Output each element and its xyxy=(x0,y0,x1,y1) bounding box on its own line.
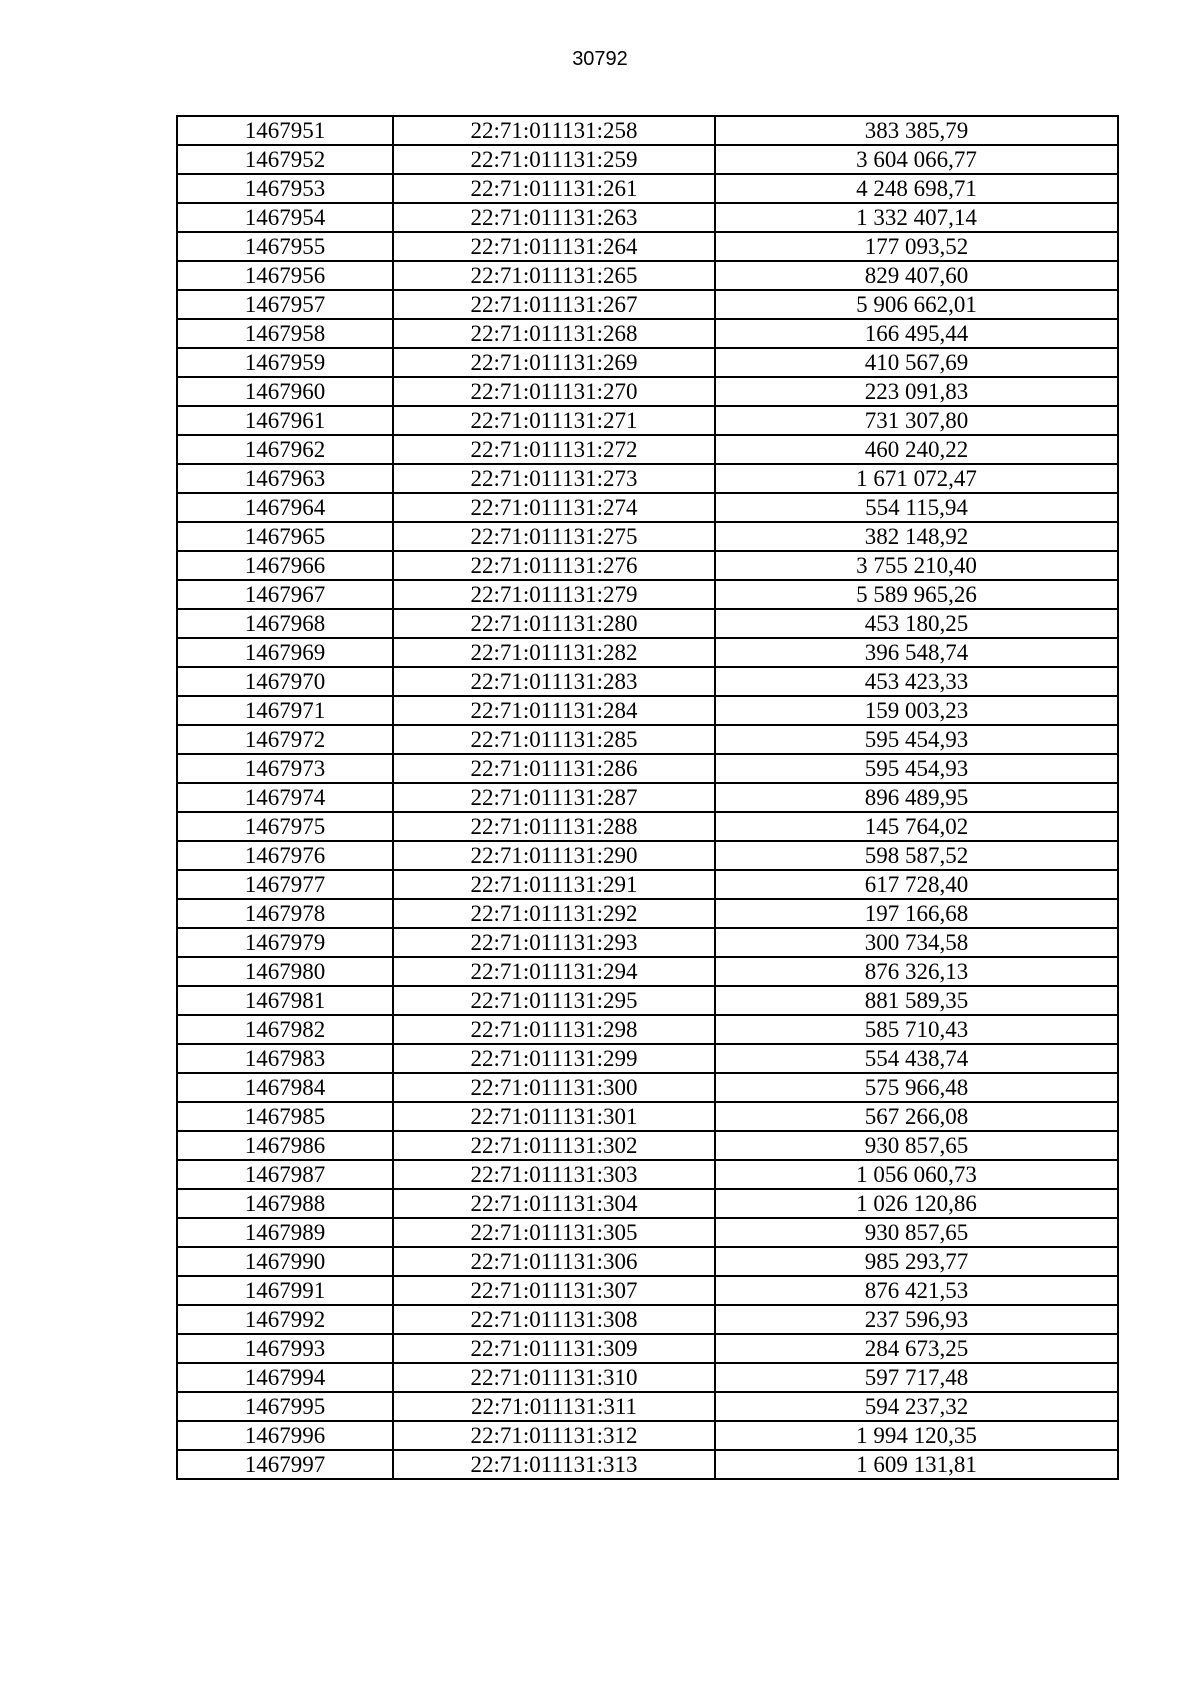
cadastral-number-cell: 22:71:011131:298 xyxy=(393,1015,715,1044)
record-number-cell: 1467996 xyxy=(177,1421,393,1450)
cadastral-number-cell: 22:71:011131:299 xyxy=(393,1044,715,1073)
table-row xyxy=(177,1450,1118,1479)
table-row xyxy=(177,406,1118,435)
table-row xyxy=(177,232,1118,261)
table-row xyxy=(177,145,1118,174)
cadastral-value-cell: 145 764,02 xyxy=(715,812,1118,841)
record-number-cell: 1467963 xyxy=(177,464,393,493)
cadastral-number-cell: 22:71:011131:258 xyxy=(393,116,715,145)
cadastral-number-cell: 22:71:011131:279 xyxy=(393,580,715,609)
record-number-cell: 1467976 xyxy=(177,841,393,870)
cadastral-value-cell: 383 385,79 xyxy=(715,116,1118,145)
record-number-cell: 1467956 xyxy=(177,261,393,290)
cadastral-number-cell: 22:71:011131:285 xyxy=(393,725,715,754)
cadastral-number-cell: 22:71:011131:267 xyxy=(393,290,715,319)
table-row xyxy=(177,1073,1118,1102)
table-row xyxy=(177,174,1118,203)
cadastral-value-cell: 410 567,69 xyxy=(715,348,1118,377)
table-row xyxy=(177,812,1118,841)
cadastral-value-cell: 197 166,68 xyxy=(715,899,1118,928)
table-row xyxy=(177,319,1118,348)
registry-table-body xyxy=(177,116,1118,1479)
record-number-cell: 1467995 xyxy=(177,1392,393,1421)
cadastral-value-cell: 237 596,93 xyxy=(715,1305,1118,1334)
record-number-cell: 1467957 xyxy=(177,290,393,319)
record-number-cell: 1467961 xyxy=(177,406,393,435)
record-number-cell: 1467990 xyxy=(177,1247,393,1276)
record-number-cell: 1467982 xyxy=(177,1015,393,1044)
cadastral-value-cell: 594 237,32 xyxy=(715,1392,1118,1421)
record-number-cell: 1467953 xyxy=(177,174,393,203)
table-row xyxy=(177,116,1118,145)
table-row xyxy=(177,580,1118,609)
record-number-cell: 1467988 xyxy=(177,1189,393,1218)
cadastral-number-cell: 22:71:011131:287 xyxy=(393,783,715,812)
record-number-cell: 1467993 xyxy=(177,1334,393,1363)
cadastral-value-cell: 595 454,93 xyxy=(715,754,1118,783)
record-number-cell: 1467958 xyxy=(177,319,393,348)
record-number-cell: 1467994 xyxy=(177,1363,393,1392)
cadastral-value-cell: 4 248 698,71 xyxy=(715,174,1118,203)
cadastral-value-cell: 396 548,74 xyxy=(715,638,1118,667)
table-row xyxy=(177,493,1118,522)
record-number-cell: 1467965 xyxy=(177,522,393,551)
cadastral-value-cell: 5 906 662,01 xyxy=(715,290,1118,319)
table-row xyxy=(177,638,1118,667)
cadastral-value-cell: 930 857,65 xyxy=(715,1218,1118,1247)
cadastral-number-cell: 22:71:011131:295 xyxy=(393,986,715,1015)
cadastral-number-cell: 22:71:011131:304 xyxy=(393,1189,715,1218)
cadastral-number-cell: 22:71:011131:268 xyxy=(393,319,715,348)
cadastral-value-cell: 567 266,08 xyxy=(715,1102,1118,1131)
record-number-cell: 1467997 xyxy=(177,1450,393,1479)
table-row xyxy=(177,464,1118,493)
cadastral-value-cell: 5 589 965,26 xyxy=(715,580,1118,609)
cadastral-value-cell: 166 495,44 xyxy=(715,319,1118,348)
cadastral-number-cell: 22:71:011131:282 xyxy=(393,638,715,667)
record-number-cell: 1467985 xyxy=(177,1102,393,1131)
record-number-cell: 1467984 xyxy=(177,1073,393,1102)
record-number-cell: 1467954 xyxy=(177,203,393,232)
cadastral-number-cell: 22:71:011131:264 xyxy=(393,232,715,261)
cadastral-number-cell: 22:71:011131:311 xyxy=(393,1392,715,1421)
cadastral-number-cell: 22:71:011131:307 xyxy=(393,1276,715,1305)
record-number-cell: 1467955 xyxy=(177,232,393,261)
table-row xyxy=(177,754,1118,783)
table-row xyxy=(177,435,1118,464)
record-number-cell: 1467989 xyxy=(177,1218,393,1247)
record-number-cell: 1467962 xyxy=(177,435,393,464)
cadastral-value-cell: 554 438,74 xyxy=(715,1044,1118,1073)
registry-table xyxy=(176,115,1119,1480)
table-row xyxy=(177,348,1118,377)
record-number-cell: 1467980 xyxy=(177,957,393,986)
record-number-cell: 1467979 xyxy=(177,928,393,957)
table-row xyxy=(177,551,1118,580)
cadastral-value-cell: 3 604 066,77 xyxy=(715,145,1118,174)
cadastral-value-cell: 223 091,83 xyxy=(715,377,1118,406)
record-number-cell: 1467986 xyxy=(177,1131,393,1160)
cadastral-number-cell: 22:71:011131:286 xyxy=(393,754,715,783)
table-row xyxy=(177,609,1118,638)
cadastral-value-cell: 159 003,23 xyxy=(715,696,1118,725)
cadastral-number-cell: 22:71:011131:271 xyxy=(393,406,715,435)
cadastral-number-cell: 22:71:011131:274 xyxy=(393,493,715,522)
cadastral-value-cell: 177 093,52 xyxy=(715,232,1118,261)
cadastral-value-cell: 3 755 210,40 xyxy=(715,551,1118,580)
record-number-cell: 1467974 xyxy=(177,783,393,812)
cadastral-value-cell: 1 609 131,81 xyxy=(715,1450,1118,1479)
cadastral-number-cell: 22:71:011131:269 xyxy=(393,348,715,377)
cadastral-value-cell: 1 332 407,14 xyxy=(715,203,1118,232)
record-number-cell: 1467977 xyxy=(177,870,393,899)
record-number-cell: 1467967 xyxy=(177,580,393,609)
cadastral-value-cell: 284 673,25 xyxy=(715,1334,1118,1363)
cadastral-value-cell: 876 326,13 xyxy=(715,957,1118,986)
table-row xyxy=(177,783,1118,812)
table-row xyxy=(177,1102,1118,1131)
table-row xyxy=(177,1334,1118,1363)
cadastral-number-cell: 22:71:011131:292 xyxy=(393,899,715,928)
cadastral-number-cell: 22:71:011131:300 xyxy=(393,1073,715,1102)
cadastral-value-cell: 1 671 072,47 xyxy=(715,464,1118,493)
cadastral-value-cell: 1 056 060,73 xyxy=(715,1160,1118,1189)
cadastral-value-cell: 985 293,77 xyxy=(715,1247,1118,1276)
table-row xyxy=(177,1218,1118,1247)
cadastral-value-cell: 554 115,94 xyxy=(715,493,1118,522)
table-row xyxy=(177,1276,1118,1305)
cadastral-number-cell: 22:71:011131:283 xyxy=(393,667,715,696)
table-row xyxy=(177,203,1118,232)
table-row xyxy=(177,1131,1118,1160)
cadastral-value-cell: 453 180,25 xyxy=(715,609,1118,638)
record-number-cell: 1467971 xyxy=(177,696,393,725)
table-row xyxy=(177,290,1118,319)
cadastral-number-cell: 22:71:011131:291 xyxy=(393,870,715,899)
table-row xyxy=(177,377,1118,406)
record-number-cell: 1467970 xyxy=(177,667,393,696)
cadastral-value-cell: 829 407,60 xyxy=(715,261,1118,290)
cadastral-number-cell: 22:71:011131:301 xyxy=(393,1102,715,1131)
cadastral-value-cell: 595 454,93 xyxy=(715,725,1118,754)
record-number-cell: 1467978 xyxy=(177,899,393,928)
cadastral-value-cell: 1 994 120,35 xyxy=(715,1421,1118,1450)
cadastral-number-cell: 22:71:011131:290 xyxy=(393,841,715,870)
record-number-cell: 1467964 xyxy=(177,493,393,522)
table-row xyxy=(177,841,1118,870)
record-number-cell: 1467960 xyxy=(177,377,393,406)
cadastral-value-cell: 881 589,35 xyxy=(715,986,1118,1015)
table-row xyxy=(177,725,1118,754)
cadastral-number-cell: 22:71:011131:313 xyxy=(393,1450,715,1479)
table-row xyxy=(177,928,1118,957)
cadastral-number-cell: 22:71:011131:293 xyxy=(393,928,715,957)
record-number-cell: 1467972 xyxy=(177,725,393,754)
record-number-cell: 1467975 xyxy=(177,812,393,841)
cadastral-value-cell: 453 423,33 xyxy=(715,667,1118,696)
record-number-cell: 1467992 xyxy=(177,1305,393,1334)
record-number-cell: 1467991 xyxy=(177,1276,393,1305)
cadastral-value-cell: 876 421,53 xyxy=(715,1276,1118,1305)
table-row xyxy=(177,1189,1118,1218)
cadastral-value-cell: 382 148,92 xyxy=(715,522,1118,551)
cadastral-number-cell: 22:71:011131:263 xyxy=(393,203,715,232)
table-row xyxy=(177,1363,1118,1392)
record-number-cell: 1467959 xyxy=(177,348,393,377)
cadastral-number-cell: 22:71:011131:284 xyxy=(393,696,715,725)
table-row xyxy=(177,1044,1118,1073)
table-row xyxy=(177,1160,1118,1189)
record-number-cell: 1467987 xyxy=(177,1160,393,1189)
record-number-cell: 1467973 xyxy=(177,754,393,783)
table-row xyxy=(177,1392,1118,1421)
cadastral-number-cell: 22:71:011131:306 xyxy=(393,1247,715,1276)
cadastral-value-cell: 1 026 120,86 xyxy=(715,1189,1118,1218)
cadastral-value-cell: 896 489,95 xyxy=(715,783,1118,812)
cadastral-number-cell: 22:71:011131:272 xyxy=(393,435,715,464)
table-row xyxy=(177,261,1118,290)
cadastral-value-cell: 598 587,52 xyxy=(715,841,1118,870)
cadastral-number-cell: 22:71:011131:273 xyxy=(393,464,715,493)
cadastral-number-cell: 22:71:011131:280 xyxy=(393,609,715,638)
table-row xyxy=(177,899,1118,928)
cadastral-value-cell: 597 717,48 xyxy=(715,1363,1118,1392)
table-row xyxy=(177,667,1118,696)
cadastral-number-cell: 22:71:011131:294 xyxy=(393,957,715,986)
cadastral-number-cell: 22:71:011131:309 xyxy=(393,1334,715,1363)
cadastral-value-cell: 460 240,22 xyxy=(715,435,1118,464)
record-number-cell: 1467951 xyxy=(177,116,393,145)
cadastral-number-cell: 22:71:011131:310 xyxy=(393,1363,715,1392)
cadastral-number-cell: 22:71:011131:270 xyxy=(393,377,715,406)
cadastral-value-cell: 617 728,40 xyxy=(715,870,1118,899)
cadastral-number-cell: 22:71:011131:312 xyxy=(393,1421,715,1450)
cadastral-number-cell: 22:71:011131:302 xyxy=(393,1131,715,1160)
cadastral-number-cell: 22:71:011131:259 xyxy=(393,145,715,174)
cadastral-value-cell: 731 307,80 xyxy=(715,406,1118,435)
table-row xyxy=(177,1247,1118,1276)
record-number-cell: 1467981 xyxy=(177,986,393,1015)
record-number-cell: 1467952 xyxy=(177,145,393,174)
cadastral-number-cell: 22:71:011131:288 xyxy=(393,812,715,841)
table-row xyxy=(177,522,1118,551)
table-row xyxy=(177,1305,1118,1334)
cadastral-number-cell: 22:71:011131:275 xyxy=(393,522,715,551)
table-row xyxy=(177,870,1118,899)
table-row xyxy=(177,1015,1118,1044)
record-number-cell: 1467968 xyxy=(177,609,393,638)
record-number-cell: 1467983 xyxy=(177,1044,393,1073)
table-row xyxy=(177,696,1118,725)
cadastral-value-cell: 930 857,65 xyxy=(715,1131,1118,1160)
cadastral-value-cell: 300 734,58 xyxy=(715,928,1118,957)
cadastral-number-cell: 22:71:011131:305 xyxy=(393,1218,715,1247)
table-row xyxy=(177,957,1118,986)
cadastral-value-cell: 575 966,48 xyxy=(715,1073,1118,1102)
cadastral-number-cell: 22:71:011131:308 xyxy=(393,1305,715,1334)
cadastral-number-cell: 22:71:011131:276 xyxy=(393,551,715,580)
cadastral-number-cell: 22:71:011131:265 xyxy=(393,261,715,290)
cadastral-number-cell: 22:71:011131:303 xyxy=(393,1160,715,1189)
cadastral-value-cell: 585 710,43 xyxy=(715,1015,1118,1044)
table-row xyxy=(177,986,1118,1015)
record-number-cell: 1467969 xyxy=(177,638,393,667)
table-row xyxy=(177,1421,1118,1450)
page-number: 30792 xyxy=(572,48,628,70)
cadastral-number-cell: 22:71:011131:261 xyxy=(393,174,715,203)
record-number-cell: 1467966 xyxy=(177,551,393,580)
